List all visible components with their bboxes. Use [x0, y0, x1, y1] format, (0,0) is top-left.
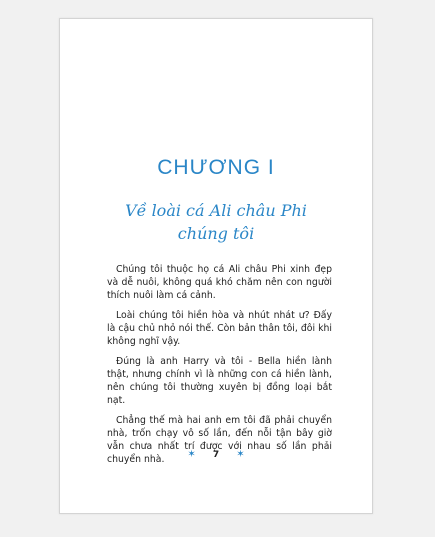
- chapter-subtitle-line-1: Về loài cá Ali châu Phi: [125, 201, 307, 220]
- paragraph-3: Đúng là anh Harry và tôi - Bella hiền lành thật, nhưng chính vì là những con cá hiền lành, nên chúng tôi thường xuyên bị đồng loại bắt nạt.: [107, 356, 332, 406]
- page-footer: [60, 444, 372, 463]
- page-number: 7: [212, 449, 220, 460]
- chapter-heading: CHƯƠNG I: [157, 156, 275, 179]
- paragraph-1: Chúng tôi thuộc họ cá Ali châu Phi xinh đẹp và dễ nuôi, không quá khó chăm nên con người thích nuôi làm cá cảnh.: [107, 264, 332, 301]
- book-page: [59, 18, 373, 514]
- paragraph-4: Chẳng thế mà hai anh em tôi đã phải chuyển nhà, trốn chạy vô số lần, đến nỗi tận bây giờ vẫn chưa nhất trí được với nhau số lần phải chuyển nhà.: [107, 415, 332, 465]
- body-text: [107, 263, 332, 473]
- paragraph-2: Loài chúng tôi hiền hòa và nhút nhát ư? Đấy là cậu chủ nhỏ nói thế. Còn bản thân tôi, đôi khi không nghĩ vậy.: [107, 310, 332, 347]
- chapter-subtitle-line-2: chúng tôi: [177, 224, 255, 243]
- star-right-icon: ✶: [236, 449, 245, 460]
- star-left-icon: ✶: [187, 449, 196, 460]
